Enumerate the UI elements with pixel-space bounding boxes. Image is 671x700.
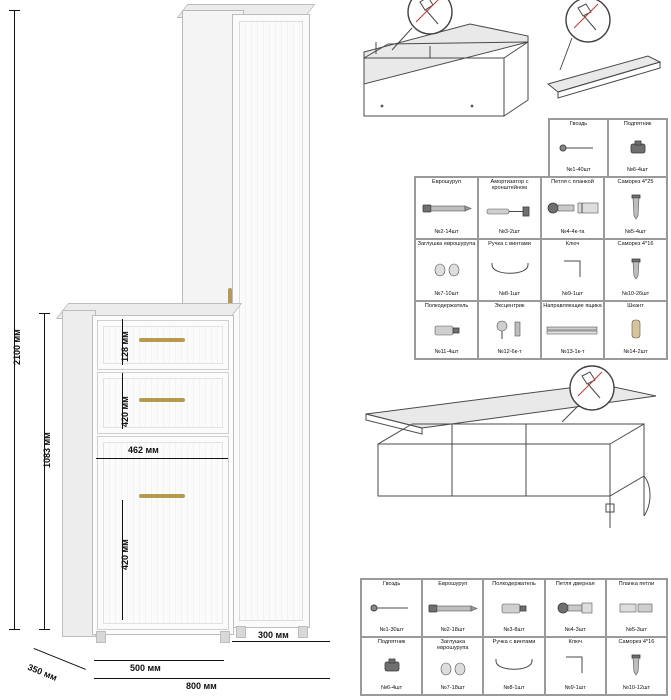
dim-total-height-line — [14, 10, 15, 630]
part-name: Саморез 4*16 — [618, 639, 655, 645]
part-cell — [478, 301, 541, 359]
part-code: №3-2шт — [498, 229, 521, 236]
part-code: №6-4шт — [626, 167, 649, 174]
cam-lock-icon — [480, 310, 539, 350]
dim-500-line — [94, 660, 224, 661]
part-cell — [541, 301, 604, 359]
part-name: Амортизатор с кронштейном — [490, 179, 529, 191]
part-code: №12-6к-т — [497, 349, 522, 356]
hardware-table-1-row3 — [414, 238, 668, 302]
hinge-plate-icon — [608, 588, 665, 628]
glide-icon — [363, 646, 420, 686]
tall-cabinet-door — [232, 14, 310, 628]
part-code: №1-30шт — [379, 627, 404, 634]
chest-side-panel — [62, 310, 96, 637]
part-name: Ручка с винтами — [492, 639, 536, 645]
part-cell — [608, 119, 667, 177]
part-name: Гвоздь — [382, 581, 401, 587]
allen-key-icon — [543, 248, 602, 292]
dim-350-label: 350 мм — [26, 662, 59, 683]
lower-door-handle — [139, 494, 185, 498]
screw-425-icon — [606, 186, 665, 230]
part-code: №7-18шт — [440, 685, 465, 692]
assembly-sketch-top — [352, 6, 662, 136]
chest-foot-left — [96, 631, 106, 643]
chest-drawer-top — [97, 320, 229, 370]
part-cell — [478, 177, 541, 239]
glide-icon — [610, 128, 665, 168]
assembly-sketch-bottom — [356, 378, 666, 568]
nail-icon — [363, 588, 420, 628]
dim-total-height-tick-bottom — [9, 629, 20, 630]
part-code: №10-12шт — [622, 685, 651, 692]
part-code: №8-1шт — [498, 291, 521, 298]
part-cell — [483, 637, 544, 695]
dim-462-line — [96, 458, 228, 459]
dim-800-label: 800 мм — [186, 681, 217, 691]
tall-cabinet-foot-left — [236, 626, 246, 638]
nail-icon — [551, 128, 606, 168]
part-name: Шкант — [627, 303, 644, 309]
part-cell — [604, 177, 667, 239]
dim-lower-height-tick-top — [39, 313, 50, 314]
dowel-icon — [606, 310, 665, 350]
hardware-table-2-row2 — [360, 636, 668, 696]
part-name: Саморез 4*25 — [617, 179, 654, 185]
chest-foot-right — [220, 631, 230, 643]
chest-door-lower — [97, 436, 229, 630]
part-code: №2-18шт — [440, 627, 465, 634]
part-name: Ключ — [568, 639, 582, 645]
part-cell — [541, 177, 604, 239]
hinge-icon — [547, 588, 604, 628]
part-code: №14-2шт — [623, 349, 648, 356]
dim-420b-label: 420 мм — [120, 539, 130, 570]
part-code: №9-1шт — [561, 291, 584, 298]
handle-icon — [480, 248, 539, 292]
part-cell — [606, 579, 667, 637]
part-cell — [541, 239, 604, 301]
part-cell — [545, 637, 606, 695]
part-name: Петля с планкой — [551, 179, 594, 185]
part-cell — [478, 239, 541, 301]
part-name: Саморез 4*16 — [617, 241, 654, 247]
part-cell — [604, 301, 667, 359]
part-name: Петля дверная — [555, 581, 595, 587]
dim-420a-label: 420 мм — [120, 396, 130, 427]
dim-total-height-label: 2100 мм — [12, 329, 22, 365]
part-code: №4-4к-та — [560, 229, 585, 236]
part-name: Полкодержатель — [424, 303, 469, 309]
dim-300-line — [232, 641, 330, 642]
sketch-bottom-svg — [356, 378, 666, 568]
dim-lower-height-label: 1083 мм — [42, 432, 52, 468]
part-name: Подпятник — [623, 121, 652, 127]
shelf-support-icon — [417, 310, 476, 350]
part-name: Полкодержатель — [492, 581, 536, 587]
screw-416-icon — [608, 646, 665, 686]
part-name: Планка петли — [618, 581, 655, 587]
dim-800-line — [94, 678, 330, 679]
dim-462-label: 462 мм — [128, 445, 159, 455]
hinge-icon — [543, 186, 602, 230]
part-name: Заглушка еврошурупа — [417, 241, 476, 247]
part-code: №1-40шт — [566, 167, 591, 174]
part-name: Эксцентрик — [494, 303, 525, 309]
confirmat-screw-icon — [424, 588, 481, 628]
part-name: Ручка с винтами — [488, 241, 531, 247]
part-cell — [549, 119, 608, 177]
part-name: Ключ — [565, 241, 580, 247]
part-cell — [361, 579, 422, 637]
part-code: №11-4шт — [434, 349, 459, 356]
part-cell — [361, 637, 422, 695]
part-code: №3-8шт — [503, 627, 525, 634]
cap-icon — [417, 248, 476, 292]
part-code: №13-1к-т — [560, 349, 585, 356]
screw-416-icon — [606, 248, 665, 292]
confirmat-screw-icon — [417, 186, 476, 230]
dim-lower-height-line — [44, 313, 45, 630]
cap-icon — [424, 652, 481, 686]
part-cell — [422, 579, 483, 637]
hardware-table-1-row4 — [414, 300, 668, 360]
sketch-top-svg — [352, 6, 662, 136]
part-name: Заглушка еврошурупа — [437, 639, 469, 651]
dim-500-label: 500 мм — [130, 663, 161, 673]
hardware-table-2-row1 — [360, 578, 668, 638]
part-code: №9-1шт — [564, 685, 586, 692]
drawer-top-handle — [139, 338, 185, 342]
part-code: №4-3шт — [564, 627, 586, 634]
part-cell — [604, 239, 667, 301]
part-cell — [415, 177, 478, 239]
dim-lower-height-tick-bottom — [39, 629, 50, 630]
dim-300-label: 300 мм — [258, 630, 289, 640]
part-cell — [415, 301, 478, 359]
part-name: Направляющие ящика — [543, 303, 602, 309]
tall-door-panel-texture — [239, 21, 303, 621]
part-code: №2-14шт — [434, 229, 459, 236]
part-cell — [606, 637, 667, 695]
drawer-middle-handle — [139, 398, 185, 402]
hardware-table-1-row1 — [548, 118, 668, 178]
damper-icon — [480, 192, 539, 230]
part-code: №8-1шт — [503, 685, 525, 692]
part-cell — [422, 637, 483, 695]
handle-icon — [485, 646, 542, 686]
part-name: Еврошуруп — [431, 179, 462, 185]
dim-128-label: 128 мм — [120, 331, 130, 362]
part-code: №6-4шт — [381, 685, 403, 692]
part-name: Гвоздь — [569, 121, 588, 127]
part-code: №7-10шт — [434, 291, 459, 298]
part-code: №5-3шт — [625, 627, 647, 634]
chest-drawer-middle — [97, 372, 229, 434]
drawer-slide-icon — [543, 310, 602, 350]
hardware-table-1-row2 — [414, 176, 668, 240]
part-name: Еврошуруп — [438, 581, 468, 587]
tall-cabinet-foot-right — [298, 626, 308, 638]
chest-front — [92, 315, 234, 635]
shelf-support-icon — [485, 588, 542, 628]
part-code: №5-4шт — [624, 229, 647, 236]
part-cell — [545, 579, 606, 637]
allen-key-icon — [547, 646, 604, 686]
part-name: Подпятник — [377, 639, 406, 645]
dim-total-height-tick-top — [9, 10, 20, 11]
lower-door-texture — [103, 442, 223, 624]
part-cell — [415, 239, 478, 301]
part-code: №10-26шт — [621, 291, 650, 298]
part-cell — [483, 579, 544, 637]
